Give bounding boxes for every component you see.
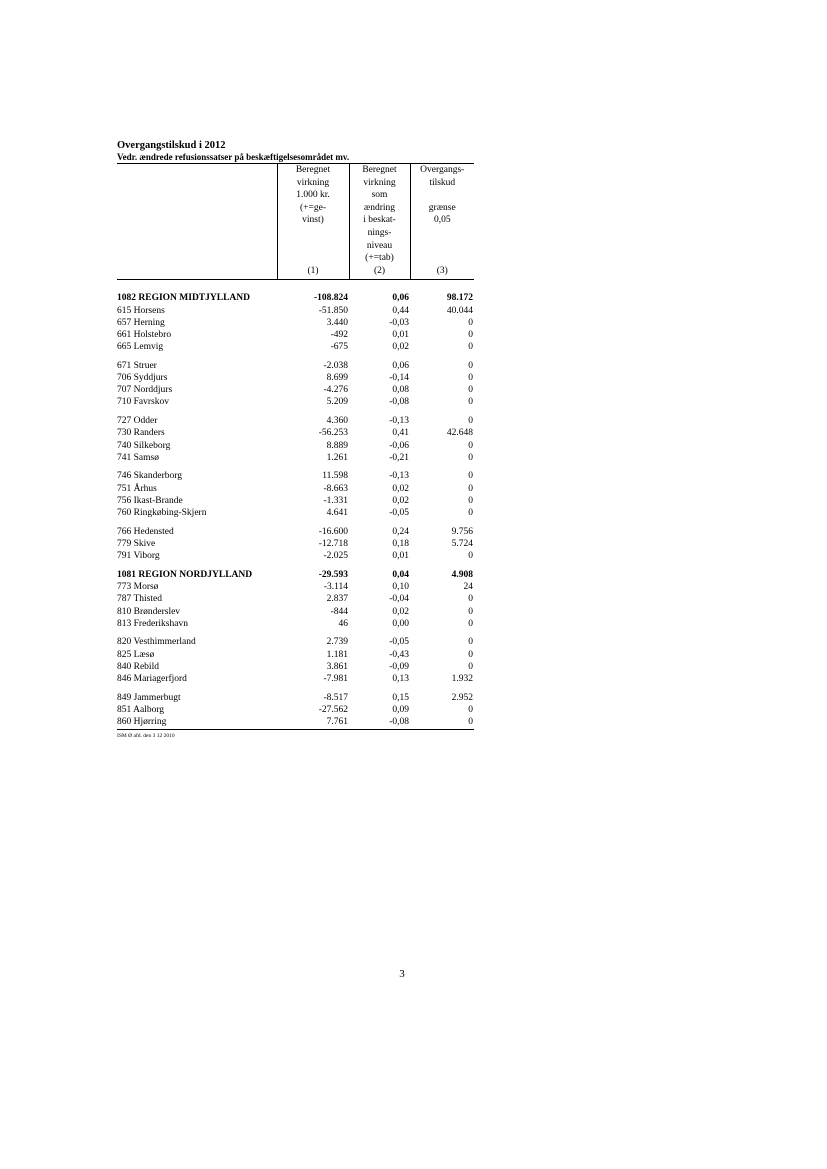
header-empty [117, 164, 277, 265]
row-name-cell: 741 Samsø [117, 452, 159, 463]
column-header-1: Beregnet virkning 1.000 kr. (+=ge- vinst) [277, 164, 349, 265]
table-row [117, 685, 474, 704]
value-cell-1: -56.253 [318, 428, 348, 439]
value-cell-1: 2.739 [326, 637, 348, 648]
row-name-cell: 813 Frederikshavn [117, 618, 188, 629]
value-cell-3: 9.756 [451, 526, 473, 537]
value-cell-3: 0 [468, 637, 473, 648]
table-row [117, 507, 474, 519]
row-name-cell: 727 Odder [117, 416, 158, 427]
value-cell-1: 1.181 [326, 649, 348, 660]
value-cell-2: 0,18 [392, 539, 409, 549]
value-cell-2: 0,09 [392, 704, 409, 715]
table-row [117, 464, 474, 483]
row-name-cell: 665 Lemvig [117, 342, 164, 353]
value-cell-2: 0,13 [392, 674, 409, 685]
table-row [117, 606, 474, 618]
table-row [117, 317, 474, 329]
value-cell-3: 0 [468, 416, 473, 427]
table-title: Overgangstilskud i 2012 [117, 140, 226, 151]
row-name-cell: 671 Struer [117, 360, 157, 371]
value-cell-2: -0,21 [389, 452, 409, 463]
source-note: ISM Ø afd. den 3 12 2010 [117, 733, 175, 740]
table-subtitle: Vedr. ændrede refusionssatser på beskæftigelsesområdet mv. [117, 152, 350, 162]
value-cell-1: 7.761 [277, 716, 349, 730]
table-row [117, 562, 474, 581]
value-cell-3: 0 [468, 440, 473, 451]
row-name-cell: 756 Ikast-Brande [117, 495, 183, 506]
value-cell-2: 0,44 [392, 305, 409, 316]
table-row [117, 661, 474, 673]
row-name-cell: 820 Vesthimmerland [117, 637, 196, 648]
value-cell-3: 98.172 [446, 293, 473, 304]
table-row [117, 483, 474, 495]
table-row [117, 305, 474, 317]
value-cell-1: 8.699 [326, 373, 348, 384]
table-row [117, 495, 474, 507]
row-name-cell: 860 Hjørring [117, 716, 277, 730]
column-number-3: (3) [410, 265, 474, 280]
value-cell-2: 0,06 [392, 293, 409, 304]
table-row [117, 716, 474, 730]
column-header-3: Overgangs- tilskud grænse 0,05 [410, 164, 474, 265]
value-cell-1: -8.517 [323, 692, 348, 703]
document-body [117, 140, 474, 740]
value-cell-3: 0 [468, 649, 473, 660]
value-cell-2: -0,08 [349, 716, 410, 730]
table-row [117, 396, 474, 408]
value-cell-3: 4.908 [451, 569, 473, 580]
value-cell-1: -16.600 [318, 526, 348, 537]
value-cell-3: 0 [468, 471, 473, 482]
value-cell-3: 0 [410, 716, 474, 730]
value-cell-1: 2.837 [326, 594, 348, 605]
value-cell-2: 0,04 [392, 569, 409, 580]
value-cell-1: 46 [338, 618, 348, 629]
value-cell-3: 0 [468, 329, 473, 340]
value-cell-3: 0 [468, 452, 473, 463]
value-cell-2: -0,08 [389, 397, 409, 408]
value-cell-2: -0,05 [389, 508, 409, 519]
table-row [117, 329, 474, 341]
value-cell-2: 0,01 [392, 551, 409, 562]
value-cell-1: 8.889 [326, 440, 348, 451]
table-row [117, 372, 474, 384]
value-cell-3: 0 [468, 551, 473, 562]
value-cell-3: 0 [468, 360, 473, 371]
value-cell-1: 4.641 [326, 508, 348, 519]
value-cell-2: 0,08 [392, 385, 409, 396]
row-name-cell: 766 Hedensted [117, 526, 174, 537]
value-cell-1: -8.663 [323, 483, 348, 494]
value-cell-1: 4.360 [326, 416, 348, 427]
table-row [117, 704, 474, 716]
value-cell-2: -0,09 [389, 661, 409, 672]
value-cell-2: 0,02 [392, 495, 409, 506]
value-cell-1: -3.114 [323, 582, 348, 593]
value-cell-3: 0 [468, 704, 473, 715]
value-cell-1: -1.331 [323, 495, 348, 506]
row-name-cell: 751 Århus [117, 483, 157, 494]
table-row [117, 630, 474, 649]
value-cell-1: -7.981 [323, 674, 348, 685]
table-row [117, 280, 474, 305]
data-table [117, 163, 474, 730]
table-row [117, 581, 474, 593]
table-row [117, 649, 474, 661]
row-name-cell: 849 Jammerbugt [117, 692, 181, 703]
value-cell-2: -0,03 [389, 317, 409, 328]
value-cell-1: -4.276 [323, 385, 348, 396]
row-name-cell: 760 Ringkøbing-Skjern [117, 508, 207, 519]
value-cell-2: -0,43 [389, 649, 409, 660]
value-cell-3: 0 [468, 661, 473, 672]
value-cell-3: 0 [468, 594, 473, 605]
value-cell-1: -51.850 [318, 305, 348, 316]
table-row [117, 384, 474, 396]
table-row [117, 409, 474, 428]
table-body [117, 280, 474, 730]
value-cell-2: -0,14 [389, 373, 409, 384]
header-empty [117, 265, 277, 280]
row-name-cell: 661 Holstebro [117, 329, 172, 340]
table-row [117, 452, 474, 464]
value-cell-2: 0,00 [392, 618, 409, 629]
value-cell-2: -0,13 [389, 471, 409, 482]
column-header-2: Beregnet virkning som ændring i beskat- nings- niveau (+=tab) [349, 164, 410, 265]
page-number: 3 [399, 968, 405, 980]
value-cell-1: -29.593 [318, 569, 348, 580]
row-name-cell: 1081 REGION NORDJYLLAND [117, 569, 253, 580]
value-cell-3: 0 [468, 385, 473, 396]
value-cell-1: -12.718 [318, 539, 348, 549]
value-cell-3: 2.952 [451, 692, 473, 703]
value-cell-1: 11.598 [322, 471, 348, 482]
value-cell-2: 0,02 [392, 606, 409, 617]
value-cell-3: 5.724 [451, 539, 473, 549]
value-cell-1: 3.861 [326, 661, 348, 672]
row-name-cell: 730 Randers [117, 428, 165, 439]
value-cell-3: 0 [468, 483, 473, 494]
value-cell-3: 0 [468, 397, 473, 408]
value-cell-3: 0 [468, 606, 473, 617]
value-cell-1: -492 [330, 329, 348, 340]
value-cell-1: -2.025 [323, 551, 348, 562]
table-row [117, 550, 474, 562]
value-cell-2: -0,06 [389, 440, 409, 451]
row-name-cell: 825 Læsø [117, 649, 155, 660]
row-name-cell: 773 Morsø [117, 582, 159, 593]
value-cell-1: -2.038 [323, 360, 348, 371]
value-cell-3: 40.044 [446, 305, 473, 316]
row-name-cell: 851 Aalborg [117, 704, 165, 715]
row-name-cell: 779 Skive [117, 539, 156, 549]
column-number-1: (1) [277, 265, 349, 280]
value-cell-1: -675 [330, 342, 348, 353]
row-name-cell: 1082 REGION MIDTJYLLAND [117, 293, 251, 304]
value-cell-2: -0,04 [389, 594, 409, 605]
row-name-cell: 810 Brønderslev [117, 606, 181, 617]
table-row [117, 440, 474, 452]
row-name-cell: 740 Silkeborg [117, 440, 171, 451]
table-row [117, 519, 474, 538]
value-cell-2: 0,24 [392, 526, 409, 537]
value-cell-1: -844 [330, 606, 348, 617]
value-cell-2: 0,02 [392, 342, 409, 353]
value-cell-2: -0,05 [389, 637, 409, 648]
value-cell-2: 0,15 [392, 692, 409, 703]
table-row [117, 673, 474, 685]
row-name-cell: 707 Norddjurs [117, 385, 173, 396]
table-row [117, 341, 474, 353]
value-cell-2: 0,06 [392, 360, 409, 371]
value-cell-3: 0 [468, 373, 473, 384]
value-cell-3: 42.648 [446, 428, 473, 439]
table-row [117, 427, 474, 439]
value-cell-3: 24 [463, 582, 473, 593]
table-row [117, 618, 474, 630]
table-row [117, 538, 474, 550]
row-name-cell: 846 Mariagerfjord [117, 674, 187, 685]
row-name-cell: 657 Herning [117, 317, 165, 328]
value-cell-2: -0,13 [389, 416, 409, 427]
value-cell-3: 0 [468, 495, 473, 506]
row-name-cell: 615 Horsens [117, 305, 165, 316]
value-cell-3: 0 [468, 342, 473, 353]
row-name-cell: 840 Rebild [117, 661, 159, 672]
value-cell-3: 0 [468, 618, 473, 629]
row-name-cell: 710 Favrskov [117, 397, 169, 408]
value-cell-1: -27.562 [318, 704, 348, 715]
column-number-2: (2) [349, 265, 410, 280]
value-cell-2: 0,41 [392, 428, 409, 439]
table-row [117, 353, 474, 372]
value-cell-1: 3.440 [326, 317, 348, 328]
row-name-cell: 787 Thisted [117, 594, 162, 605]
row-name-cell: 746 Skanderborg [117, 471, 182, 482]
value-cell-1: -108.824 [313, 293, 348, 304]
value-cell-1: 5.209 [326, 397, 348, 408]
value-cell-3: 1.932 [451, 674, 473, 685]
value-cell-2: 0,10 [392, 582, 409, 593]
value-cell-1: 1.261 [326, 452, 348, 463]
value-cell-2: 0,02 [392, 483, 409, 494]
value-cell-3: 0 [468, 317, 473, 328]
row-name-cell: 791 Viborg [117, 551, 160, 562]
row-name-cell: 706 Syddjurs [117, 373, 168, 384]
value-cell-3: 0 [468, 508, 473, 519]
value-cell-2: 0,01 [392, 329, 409, 340]
table-row [117, 593, 474, 605]
